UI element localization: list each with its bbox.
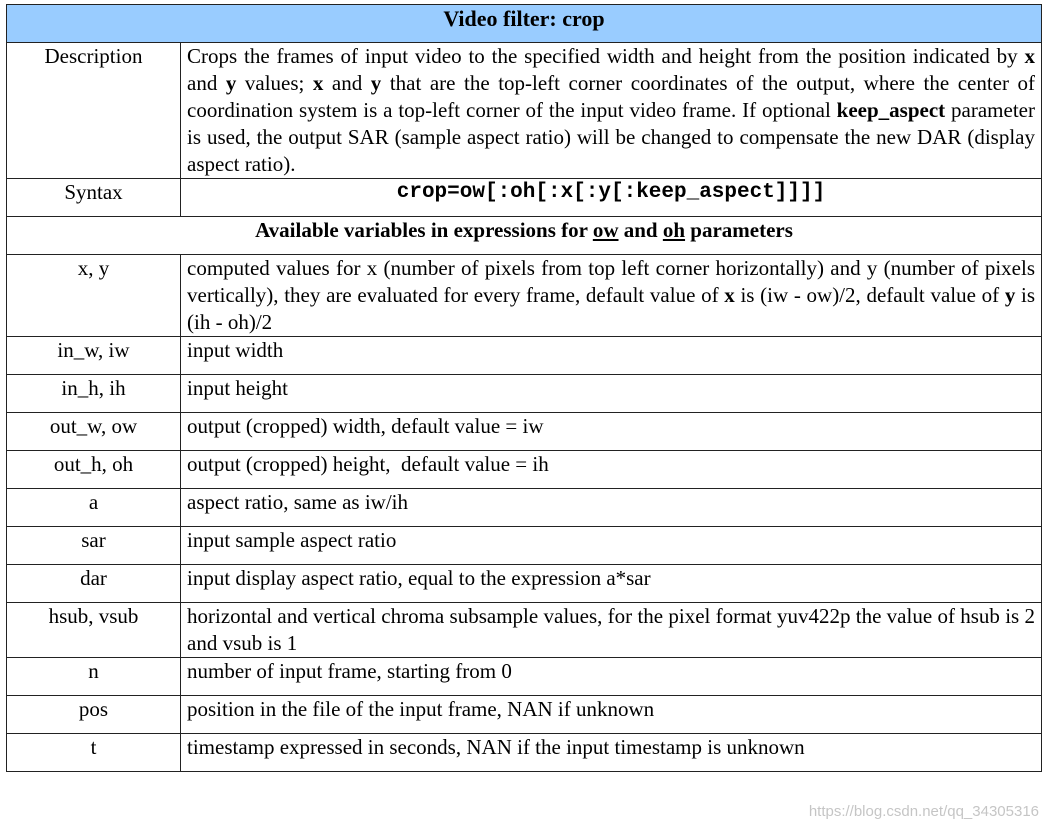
table-row: [7, 255, 1042, 337]
variable-description: horizontal and vertical chroma subsample values, for the pixel format yuv422p the value of hsub is 2 and vsub is 1: [181, 603, 1042, 658]
variable-description: input display aspect ratio, equal to the expression a*sar: [181, 565, 1042, 603]
variable-description: input height: [181, 375, 1042, 413]
table-row: [7, 734, 1042, 772]
table-title: Video filter: crop: [7, 5, 1042, 43]
description-row: [7, 43, 1042, 179]
table-row: [7, 603, 1042, 658]
table-row: [7, 375, 1042, 413]
variable-description: position in the file of the input frame, NAN if unknown: [181, 696, 1042, 734]
variable-name: out_w, ow: [7, 413, 181, 451]
variable-name: t: [7, 734, 181, 772]
variable-name: a: [7, 489, 181, 527]
variable-description: input width: [181, 337, 1042, 375]
variable-name: pos: [7, 696, 181, 734]
table-row: [7, 451, 1042, 489]
variable-description: input sample aspect ratio: [181, 527, 1042, 565]
variable-description: number of input frame, starting from 0: [181, 658, 1042, 696]
description-label: Description: [7, 43, 181, 179]
variable-name: sar: [7, 527, 181, 565]
variable-description: output (cropped) width, default value = iw: [181, 413, 1042, 451]
table-row: [7, 565, 1042, 603]
syntax-label: Syntax: [7, 179, 181, 217]
table-row: [7, 658, 1042, 696]
syntax-code: crop=ow[:oh[:x[:y[:keep_aspect]]]]: [181, 179, 1042, 217]
syntax-row: [7, 179, 1042, 217]
variable-description: aspect ratio, same as iw/ih: [181, 489, 1042, 527]
variable-description: computed values for x (number of pixels from top left corner horizontally) and y (number of pixels vertically), they are evaluated for every frame, default value of x is (iw - ow)/2, default value of y is (ih - oh)/2: [181, 255, 1042, 337]
variable-name: n: [7, 658, 181, 696]
table-row: [7, 489, 1042, 527]
variable-name: x, y: [7, 255, 181, 337]
section-heading-row: [7, 217, 1042, 255]
variable-name: out_h, oh: [7, 451, 181, 489]
variable-name: hsub, vsub: [7, 603, 181, 658]
table-row: [7, 337, 1042, 375]
variable-name: dar: [7, 565, 181, 603]
table-row: [7, 527, 1042, 565]
title-row: [7, 5, 1042, 43]
variable-name: in_w, iw: [7, 337, 181, 375]
variable-description: timestamp expressed in seconds, NAN if the input timestamp is unknown: [181, 734, 1042, 772]
variable-description: output (cropped) height, default value = ih: [181, 451, 1042, 489]
variable-name: in_h, ih: [7, 375, 181, 413]
table-row: [7, 413, 1042, 451]
section-heading: Available variables in expressions for ow and oh parameters: [7, 217, 1042, 255]
crop-filter-table: [6, 4, 1042, 772]
description-text: Crops the frames of input video to the specified width and height from the position indicated by x and y values; x and y that are the top-left corner coordinates of the output, where the center of coordination system is a top-left corner of the input video frame. If optional keep_aspect parameter is used, the output SAR (sample aspect ratio) will be changed to compensate the new DAR (display aspect ratio).: [181, 43, 1042, 179]
watermark: https://blog.csdn.net/qq_34305316: [808, 803, 1039, 820]
table-row: [7, 696, 1042, 734]
